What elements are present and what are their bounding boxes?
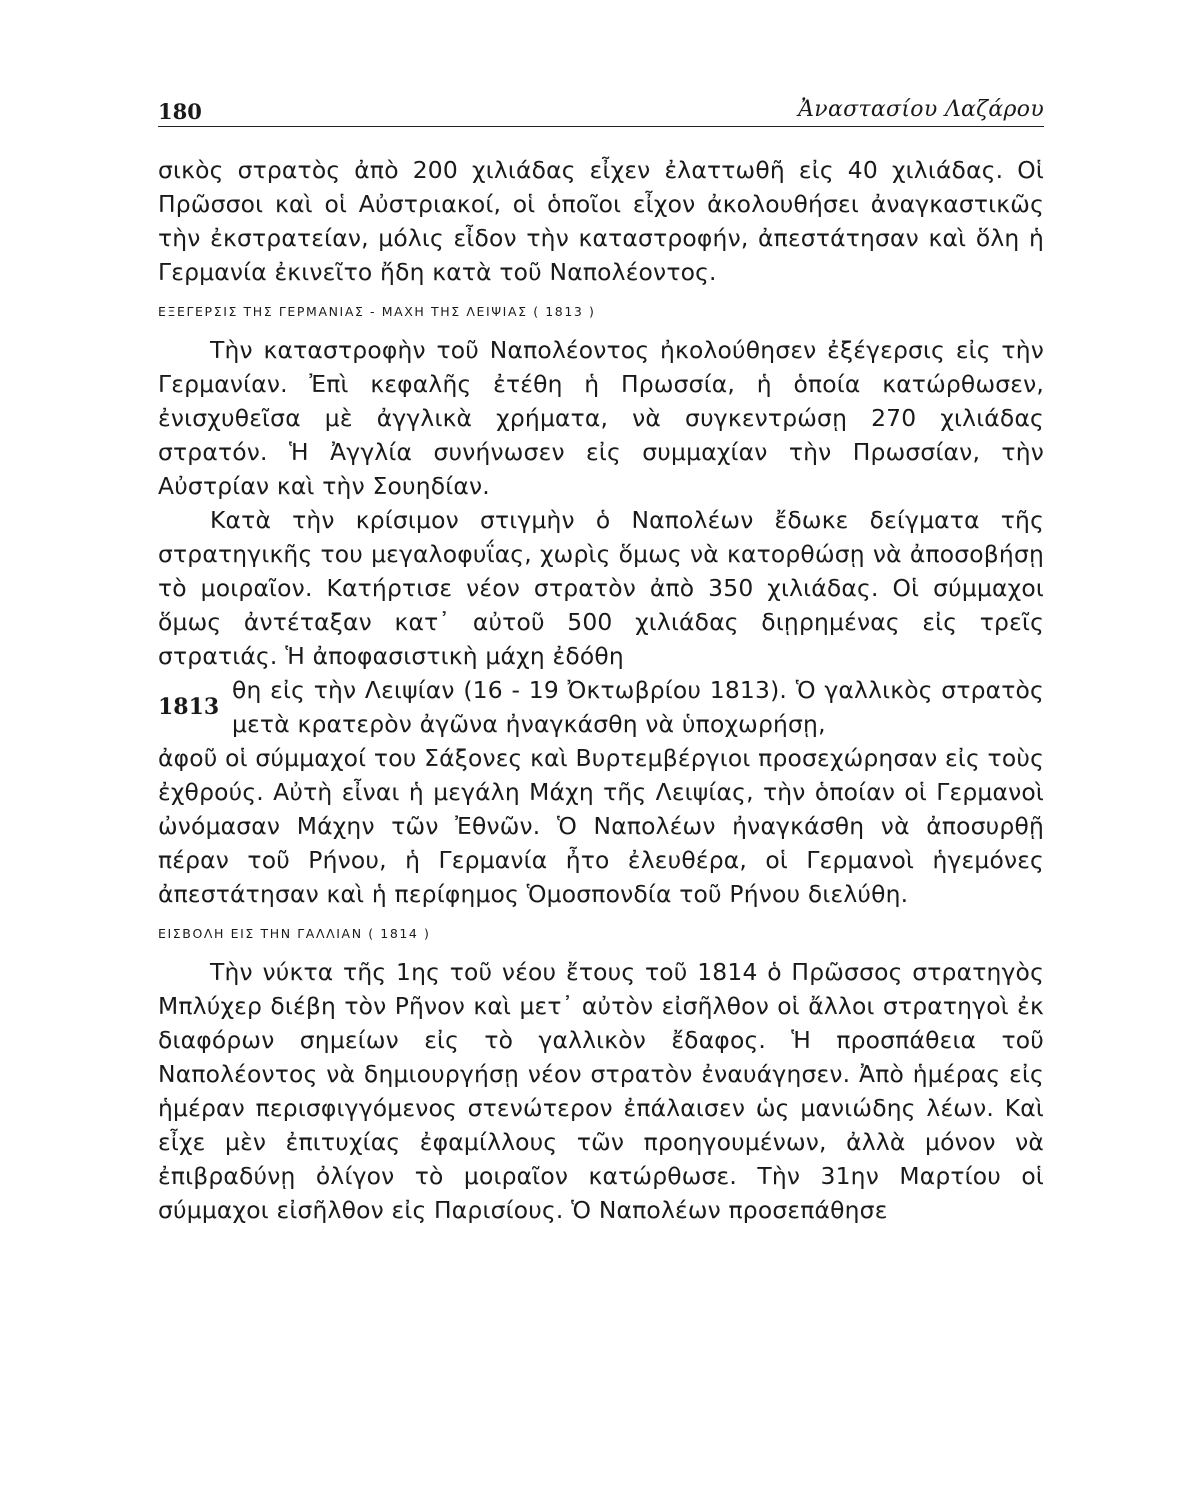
- page-number: 180: [158, 99, 202, 124]
- paragraph-napoleon-army: Κατὰ τὴν κρίσιμον στιγμὴν ὁ Ναπολέων ἔδωκε δείγματα τῆς στρατηγικῆς του μεγαλοφυΐας, χωρὶς ὅμως νὰ κατορθώσῃ νὰ ἀποσοβήσῃ τὸ μοιραῖον. Κατήρτισε νέον στρατὸν ἀπὸ 350 χιλιάδας. Οἱ σύμμαχοι ὅμως ἀντέταξαν κατ᾽ αὐτοῦ 500 χιλιάδας διῃρημένας εἰς τρεῖς στρατιάς. Ἡ ἀποφασιστικὴ μάχη ἐδόθη: [158, 506, 1044, 670]
- margin-date-note: 1813: [158, 694, 220, 720]
- page-header: [158, 88, 1044, 127]
- paragraph-uprising: Τὴν καταστροφὴν τοῦ Ναπολέοντος ἠκολούθησεν ἐξέγερσις εἰς τὴν Γερμανίαν. Ἐπὶ κεφαλῆς ἐτέθη ἡ Πρωσσία, ἡ ὁποία κατώρθωσεν, ἐνισχυθεῖσα μὲ ἀγγλικὰ χρήματα, νὰ συγκεντρώσῃ 270 χιλιάδας στρατόν. Ἡ Ἀγγλία συνήνωσεν εἰς συμμαχίαν τὴν Πρωσσίαν, τὴν Αὐστρίαν καὶ τὴν Σουηδίαν.: [158, 336, 1044, 500]
- paragraph-continuation: σικὸς στρατὸς ἀπὸ 200 χιλιάδας εἶχεν ἐλαττωθῆ εἰς 40 χιλιάδας. Οἱ Πρῶσσοι καὶ οἱ Αὐστριακοί, οἱ ὁποῖοι εἶχον ἀκολουθήσει ἀναγκαστικῶς τὴν ἐκστρατείαν, μόλις εἶδον τὴν καταστροφήν, ἀπεστάτησαν καὶ ὅλη ἡ Γερμανία ἐκινεῖτο ἤδη κατὰ τοῦ Ναπολέοντος.: [158, 156, 1044, 286]
- paragraph-invasion: Τὴν νύκτα τῆς 1ης τοῦ νέου ἔτους τοῦ 1814 ὁ Πρῶσσος στρατηγὸς Μπλύχερ διέβη τὸν Ρῆνον καὶ μετ᾽ αὐτὸν εἰσῆλθον οἱ ἄλλοι στρατηγοὶ ἐκ διαφόρων σημείων εἰς τὸ γαλλικὸν ἔδαφος. Ἡ προσπάθεια τοῦ Ναπολέοντος νὰ δημιουργήσῃ νέον στρατὸν ἐναυάγησεν. Ἀπὸ ἡμέρας εἰς ἡμέραν περισφιγγόμενος στενώτερον ἐπάλαισεν ὡς μανιώδης λέων. Καὶ εἶχε μὲν ἐπιτυχίας ἐφαμίλλους τῶν προηγουμένων, ἀλλὰ μόνον νὰ ἐπιβραδύνῃ ὀλίγον τὸ μοιραῖον κατώρθωσε. Τὴν 31ην Μαρτίου οἱ σύμμαχοι εἰσῆλθον εἰς Παρισίους. Ὁ Ναπολέων προσεπάθησε: [158, 958, 1044, 1224]
- paragraph-battle-of-nations: ἀφοῦ οἱ σύμμαχοί του Σάξονες καὶ Βυρτεμβέργιοι προσεχώρησαν εἰς τοὺς ἐχθρούς. Αὐτὴ εἶναι ἡ μεγάλη Μάχη τῆς Λειψίας, τὴν ὁποίαν οἱ Γερμανοὶ ὠνόμασαν Μάχην τῶν Ἐθνῶν. Ὁ Ναπολέων ἠναγκάσθη νὰ ἀποσυρθῇ πέραν τοῦ Ρήνου, ἡ Γερμανία ἦτο ἐλευθέρα, οἱ Γερμανοὶ ἡγεμόνες ἀπεστάτησαν καὶ ἡ περίφημος Ὁμοσπονδία τοῦ Ρήνου διελύθη.: [158, 744, 1044, 908]
- section-heading-invasion: ΕΙΣΒΟΛΗ ΕΙΣ ΤΗΝ ΓΑΛΛΙΑΝ ( 1814 ): [158, 926, 431, 941]
- running-head-author: Ἀναστασίου Λαζάρου: [798, 97, 1044, 122]
- section-heading-uprising: ΕΞΕΓΕΡΣΙΣ ΤΗΣ ΓΕΡΜΑΝΙΑΣ - ΜΑΧΗ ΤΗΣ ΛΕΙΨΙΑΣ ( 1813 ): [158, 304, 596, 319]
- page-body: [158, 153, 1044, 1227]
- paragraph-leipzig-battle: θη εἰς τὴν Λειψίαν (16 - 19 Ὀκτωβρίου 1813). Ὁ γαλλικὸς στρατὸς μετὰ κρατερὸν ἀγῶνα ἠναγκάσθη νὰ ὑποχωρήσῃ,: [232, 676, 1044, 738]
- marginal-date-block: [158, 673, 1044, 741]
- book-page: [158, 88, 1044, 1478]
